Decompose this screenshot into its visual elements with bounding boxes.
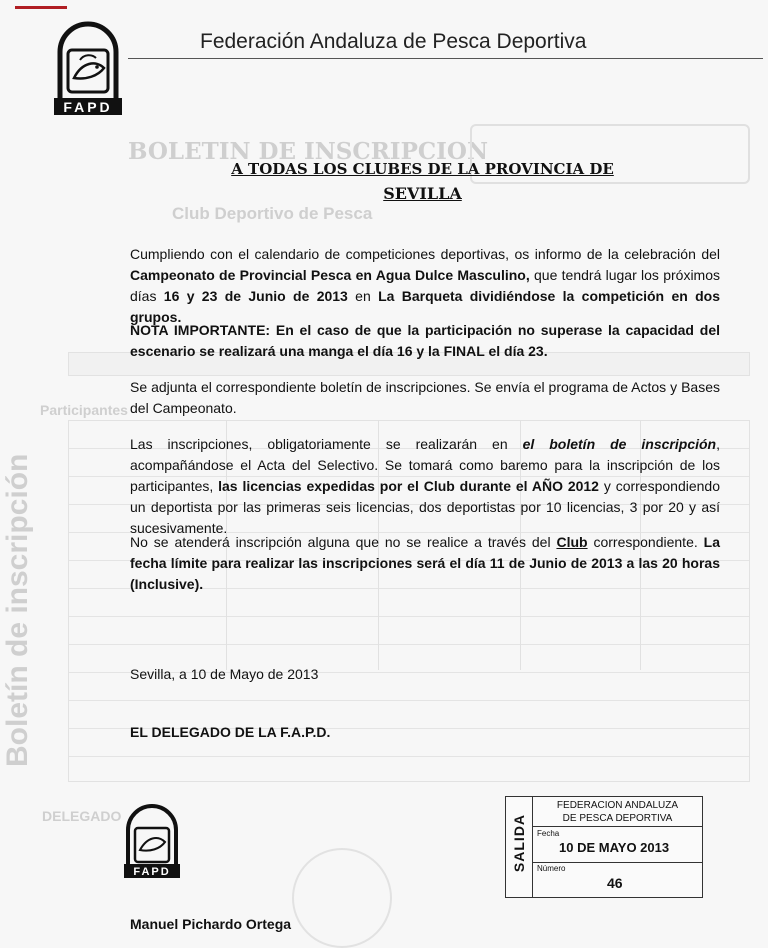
stamp-date-value: 10 DE MAYO 2013	[559, 840, 670, 855]
place-date: Sevilla, a 10 de Mayo de 2013	[130, 666, 319, 682]
background-side-text: Boletín de inscripción	[1, 453, 34, 767]
header-divider	[128, 58, 763, 59]
stamp-number-value: 46	[607, 875, 623, 891]
background-seal	[292, 848, 392, 948]
text-segment: No se atenderá inscripción alguna que no se realice a través del	[130, 534, 557, 550]
stamp-number-label: Número	[537, 864, 566, 873]
text-segment: correspondiente.	[587, 534, 704, 550]
fapd-seal-logo-text: FAPD	[133, 866, 171, 878]
fapd-logo-text: FAPD	[63, 99, 113, 115]
signer-name: Manuel Pichardo Ortega	[130, 916, 292, 932]
exit-registry-stamp	[505, 796, 703, 898]
paragraph-deadline	[130, 532, 720, 595]
text-segment: que tendrá lugar los próximos días	[130, 267, 721, 304]
stamp-org-line1: FEDERACION ANDALUZA	[556, 800, 679, 811]
stamp-date-cell	[533, 828, 702, 863]
paragraph-attachment	[130, 377, 720, 419]
text-segment: , acompañándose el Acta del Selectivo. Se tomará como baremo para la inscripción de los participantes,	[130, 436, 720, 494]
background-participants: Participantes	[40, 402, 128, 418]
paragraph-inscriptions	[130, 434, 720, 539]
text-segment: Club	[556, 534, 588, 550]
fapd-seal-logo	[120, 802, 184, 880]
text-segment: el boletín de inscripción	[522, 436, 717, 452]
background-club: Club Deportivo de Pesca	[172, 204, 373, 223]
text-segment: 16 y 23 de Junio de 2013	[163, 288, 348, 304]
top-accent-mark	[15, 6, 67, 9]
stamp-side-text: SALIDA	[511, 813, 527, 873]
text-segment: Se adjunta el correspondiente boletín de inscripciones. Se envía el programa de Actos y Bases del Campeonato.	[130, 379, 720, 416]
delegate-title: EL DELEGADO DE LA F.A.P.D.	[130, 724, 331, 740]
text-segment: y correspondiendo un deportista por las primeras seis licencias, dos deportistas por 10 licencias, 3 por 20 y así sucesivamente.	[130, 478, 720, 536]
background-delegado: DELEGADO	[42, 808, 122, 824]
fapd-logo	[52, 20, 124, 116]
organization-title: Federación Andaluza de Pesca Deportiva	[200, 30, 587, 53]
text-segment: las licencias expedidas por el Club durante el AÑO 2012	[218, 478, 599, 494]
text-segment: Campeonato de Provincial Pesca en Agua Dulce Masculino,	[130, 267, 530, 283]
stamp-number-cell	[533, 863, 702, 897]
text-segment: Cumpliendo con el calendario de competiciones deportivas, os informo de la celebración del	[130, 246, 720, 262]
text-segment: La Barqueta dividiéndose la competición en dos grupos.	[130, 288, 720, 325]
stamp-side-label	[506, 797, 533, 897]
text-segment: en	[347, 288, 379, 304]
document-title-line2: SEVILLA	[383, 184, 462, 203]
paragraph-competition	[130, 244, 720, 328]
text-segment: Las inscripciones, obligatoriamente se realizarán en	[130, 436, 523, 452]
text-segment: NOTA IMPORTANTE: En el caso de que la participación no superase la capacidad del escenario se realizará una manga el día 16 y la FINAL el día 23.	[130, 322, 720, 359]
document-title-line1: A TODAS LOS CLUBES DE LA PROVINCIA DE	[231, 160, 614, 178]
stamp-date-label: Fecha	[537, 829, 560, 838]
paragraph-important-note	[130, 320, 720, 362]
text-segment: La fecha límite para realizar las inscripciones será el día 11 de Junio de 2013 a las 20 horas (Inclusive).	[130, 534, 720, 592]
stamp-org-line2: DE PESCA DEPORTIVA	[562, 813, 673, 824]
background-form-title: BOLETIN DE INSCRIPCION	[128, 138, 488, 165]
stamp-organization	[533, 797, 702, 827]
